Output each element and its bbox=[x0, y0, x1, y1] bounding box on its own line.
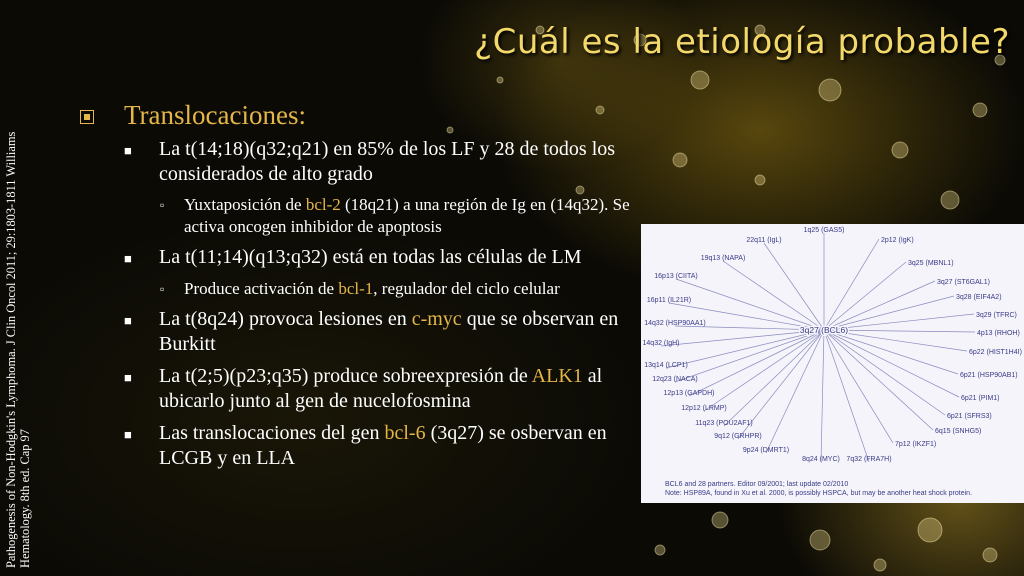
center-gene-label: 3q27 (BCL6) bbox=[799, 325, 849, 335]
partner-label: 6q15 (SNHG5) bbox=[935, 428, 982, 435]
small-square-bullet-icon: ▫ bbox=[160, 198, 165, 212]
partner-connector-line bbox=[824, 330, 958, 374]
partner-label: 12p13 (GAPDH) bbox=[663, 390, 715, 397]
partner-connector-line bbox=[824, 262, 906, 330]
gene-highlight: bcl-2 bbox=[305, 195, 341, 214]
list-item bbox=[124, 245, 660, 271]
partner-label: 12p12 (LRMP) bbox=[681, 405, 727, 412]
partner-label: 14q32 (IgH) bbox=[642, 340, 680, 347]
partner-label: 8q24 (MYC) bbox=[802, 456, 840, 463]
caption-line-1: BCL6 and 28 partners. Editor 09/2001; last update 02/2010 bbox=[665, 481, 849, 488]
sub-list-item bbox=[160, 194, 660, 238]
partner-connector-line bbox=[821, 330, 824, 462]
partner-label: 6p22 (HIST1H4I) bbox=[969, 349, 1022, 356]
sub-item-text: Yuxtaposición de bcl-2 (18q21) a una región de Ig en (14q32). Se activa oncogen inhibidor de apoptosis bbox=[184, 195, 630, 236]
bullet-list bbox=[80, 100, 660, 478]
sub-item-text: Produce activación de bcl-1, regulador del ciclo celular bbox=[184, 279, 560, 298]
sub-list-item bbox=[160, 278, 660, 300]
partner-connector-line bbox=[824, 330, 945, 415]
partner-label: 6p21 (HSP90AB1) bbox=[960, 372, 1018, 379]
heading-bullet bbox=[80, 100, 660, 131]
square-bullet-icon: ■ bbox=[124, 143, 132, 158]
small-square-bullet-icon: ▫ bbox=[160, 282, 165, 296]
partner-label: 6p21 (PIM1) bbox=[961, 395, 1000, 402]
partner-label: 9q12 (GRHPR) bbox=[714, 433, 762, 440]
partner-label: 7q32 (FRA7H) bbox=[846, 456, 892, 463]
slide-title: ¿Cuál es la etiología probable? bbox=[474, 22, 1010, 62]
partner-connector-line bbox=[675, 330, 824, 382]
reference-note: Pathogenesis of Non-Hodgkin's Lymphoma. J Clin Oncol 2011; 29:1803-1811 Williams Hematology. 8th ed. Cap 97 bbox=[4, 131, 32, 568]
caption-line-2: Note: HSP89A, found in Xu et al. 2000, is possibly HSPCA, but may be another heat shock protein. bbox=[665, 489, 973, 497]
partner-label: 12q23 (NACA) bbox=[652, 376, 698, 383]
list-item bbox=[124, 364, 660, 414]
partner-label: 3q28 (EIF4A2) bbox=[956, 294, 1002, 301]
square-bullet-icon bbox=[80, 110, 94, 124]
list-item bbox=[124, 137, 660, 187]
bcl6-partners-diagram bbox=[641, 224, 1024, 503]
item-text: La t(11;14)(q13;q32) está en todas las células de LM bbox=[159, 246, 582, 268]
partner-label: 19q13 (NAPA) bbox=[700, 255, 746, 262]
partner-label: 6p21 (SFRS3) bbox=[947, 413, 992, 420]
gene-highlight: c-myc bbox=[411, 308, 462, 330]
item-text: La t(8q24) provoca lesiones en c-myc que se observan en Burkitt bbox=[159, 308, 619, 355]
gene-highlight: bcl-6 bbox=[384, 422, 426, 444]
item-text: La t(14;18)(q32;q21) en 85% de los LF y 28 de todos los considerados de alto grado bbox=[159, 138, 616, 185]
partner-label: 9p24 (DMRT1) bbox=[742, 447, 790, 454]
square-bullet-icon: ■ bbox=[124, 370, 132, 385]
gene-highlight: bcl-1 bbox=[338, 279, 374, 298]
partner-label: 11q23 (POU2AF1) bbox=[695, 420, 753, 427]
partner-connector-line bbox=[689, 330, 824, 396]
partner-label: 13q14 (LCP1) bbox=[644, 362, 688, 369]
partner-label: 16p11 (IL21R) bbox=[646, 297, 692, 304]
partner-label: 4p13 (RHOH) bbox=[977, 330, 1020, 337]
partner-label: 3q29 (TFRC) bbox=[976, 312, 1017, 319]
gene-highlight: ALK1 bbox=[531, 365, 583, 387]
partners-star-diagram bbox=[641, 224, 1024, 503]
square-bullet-icon: ■ bbox=[124, 427, 132, 442]
list-item bbox=[124, 421, 660, 471]
partner-connector-line bbox=[824, 239, 879, 330]
partner-connector-line bbox=[824, 330, 869, 462]
square-bullet-icon: ■ bbox=[124, 313, 132, 328]
heading-text: Translocaciones: bbox=[124, 100, 306, 130]
partner-connector-line bbox=[724, 330, 824, 426]
partner-label: 1q25 (GAS5) bbox=[803, 227, 845, 234]
partner-label: 7p12 (IKZF1) bbox=[895, 441, 937, 448]
partner-connector-line bbox=[766, 330, 824, 453]
item-text: Las translocaciones del gen bcl-6 (3q27) se osbervan en LCGB y en LLA bbox=[159, 422, 607, 469]
square-bullet-icon: ■ bbox=[124, 251, 132, 266]
partner-label: 3q27 (ST6GAL1) bbox=[937, 279, 990, 286]
partner-label: 14q32 (HSP90AA1) bbox=[644, 320, 706, 327]
partner-connector-line bbox=[704, 330, 824, 411]
partner-connector-line bbox=[723, 261, 824, 330]
partner-connector-line bbox=[764, 243, 824, 330]
partner-label: 2p12 (IgK) bbox=[881, 237, 914, 244]
partner-label: 3q25 (MBNL1) bbox=[908, 260, 954, 267]
list-item bbox=[124, 307, 660, 357]
item-text: La t(2;5)(p23;q35) produce sobreexpresión de ALK1 al ubicarlo junto al gen de nucelofosmina bbox=[159, 365, 603, 412]
partner-connector-line bbox=[666, 330, 824, 368]
diagram-caption bbox=[665, 481, 1020, 498]
partner-label: 22q11 (IgL) bbox=[746, 237, 782, 244]
partner-connector-line bbox=[824, 330, 933, 430]
partner-label: 16p13 (CIITA) bbox=[654, 273, 698, 280]
